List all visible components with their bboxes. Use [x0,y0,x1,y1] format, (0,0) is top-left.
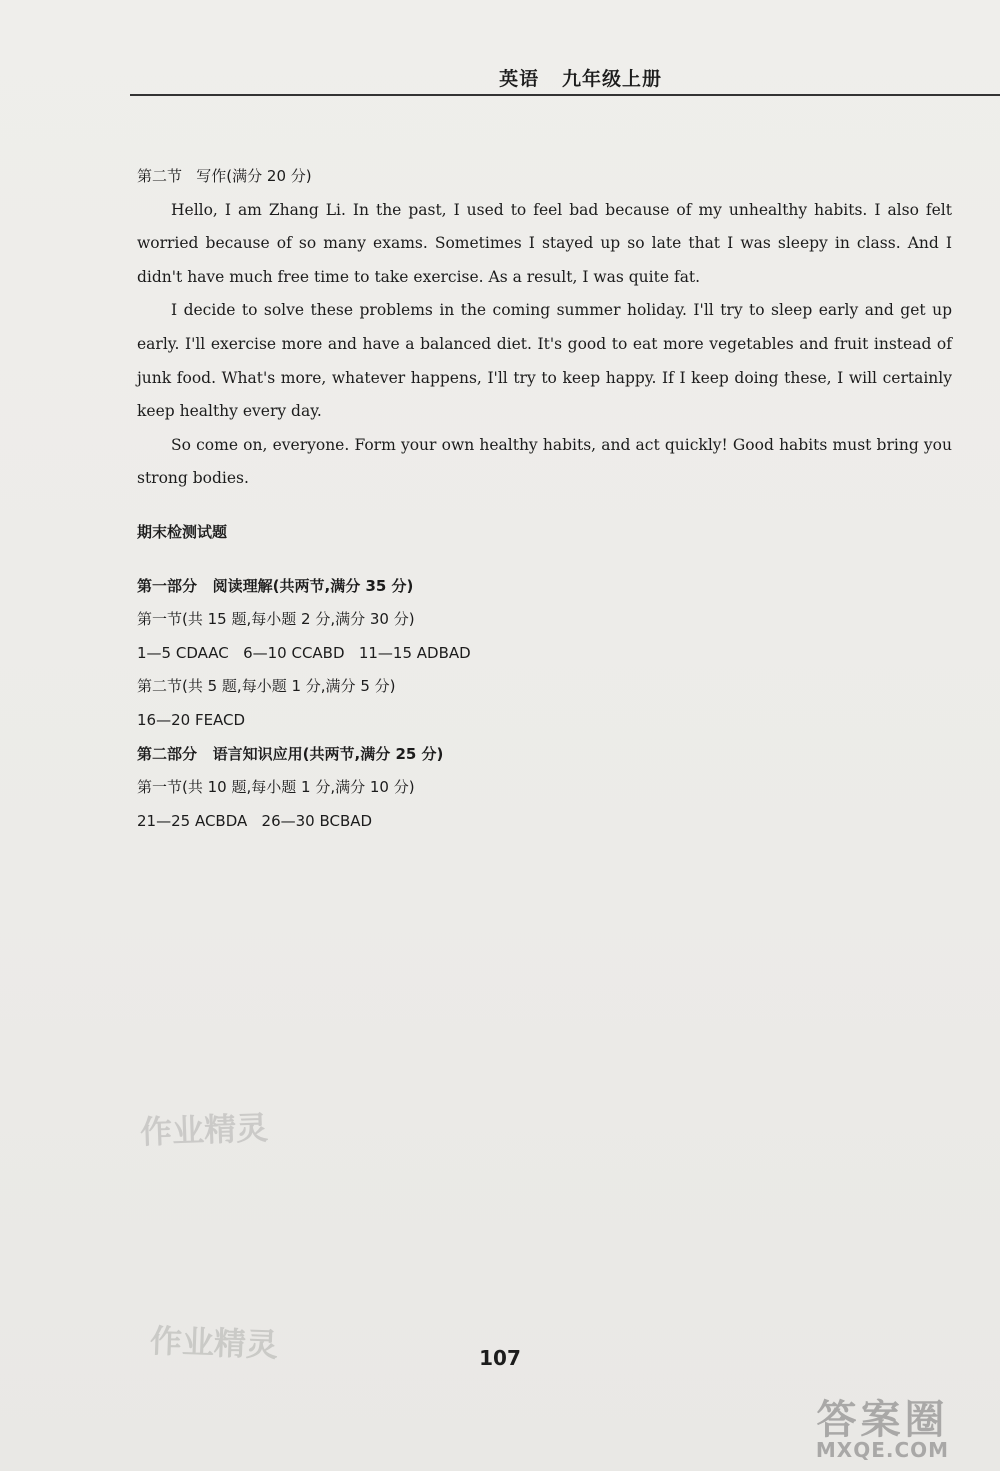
part2-section1-answers: 21—25 ACBDA 26—30 BCBAD [137,811,373,830]
bleed-through-text-2: 作业精灵 [149,1321,279,1365]
watermark-logo [780,1388,985,1466]
part1-section1-answers: 1—5 CDAAC 6—10 CCABD 11—15 ADBAD [137,643,471,662]
header-title: 英语 九年级上册 [499,68,662,90]
part1-section2-title: 第二节(共 5 题,每小题 1 分,满分 5 分) [137,677,396,696]
bleed-through-text-1: 作业精灵 [139,1108,269,1152]
watermark-line-1: 答案圈 [816,1397,949,1443]
writing-paragraph-1: Hello, I am Zhang Li. In the past, I used to feel bad because of my unhealthy habits. I also felt worried because of so many exams. Sometimes I stayed up so late that I was sleepy in class. And I didn't have much free time to take exercise. As a result, I was quite fat. [137,200,952,286]
part1-title: 第一部分 阅读理解(共两节,满分 35 分) [137,576,414,595]
exam-title: 期末检测试题 [137,522,228,541]
part1-section1-title: 第一节(共 15 题,每小题 2 分,满分 30 分) [137,610,415,629]
writing-section-title: 第二节 写作(满分 20 分) [137,167,312,185]
part2-section1-title: 第一节(共 10 题,每小题 1 分,满分 10 分) [137,778,415,797]
writing-paragraph-2: I decide to solve these problems in the coming summer holiday. I'll try to sleep early and get up early. I'll exercise more and have a balanced diet. It's good to eat more vegetables and fruit instead of junk food. What's more, whatever happens, I'll try to keep happy. If I keep doing these, I will certainly keep healthy every day. [137,301,952,421]
writing-paragraph-3: So come on, everyone. Form your own healthy habits, and act quickly! Good habits must bring you strong bodies. [137,435,952,488]
part2-title: 第二部分 语言知识应用(共两节,满分 25 分) [137,744,444,763]
header-rule [130,94,1000,96]
part1-section2-answers: 16—20 FEACD [137,710,246,729]
page-body [137,160,952,838]
watermark-line-2: MXQE.COM [815,1438,950,1462]
page-number: 107 [479,1346,521,1370]
running-header [130,60,1000,96]
